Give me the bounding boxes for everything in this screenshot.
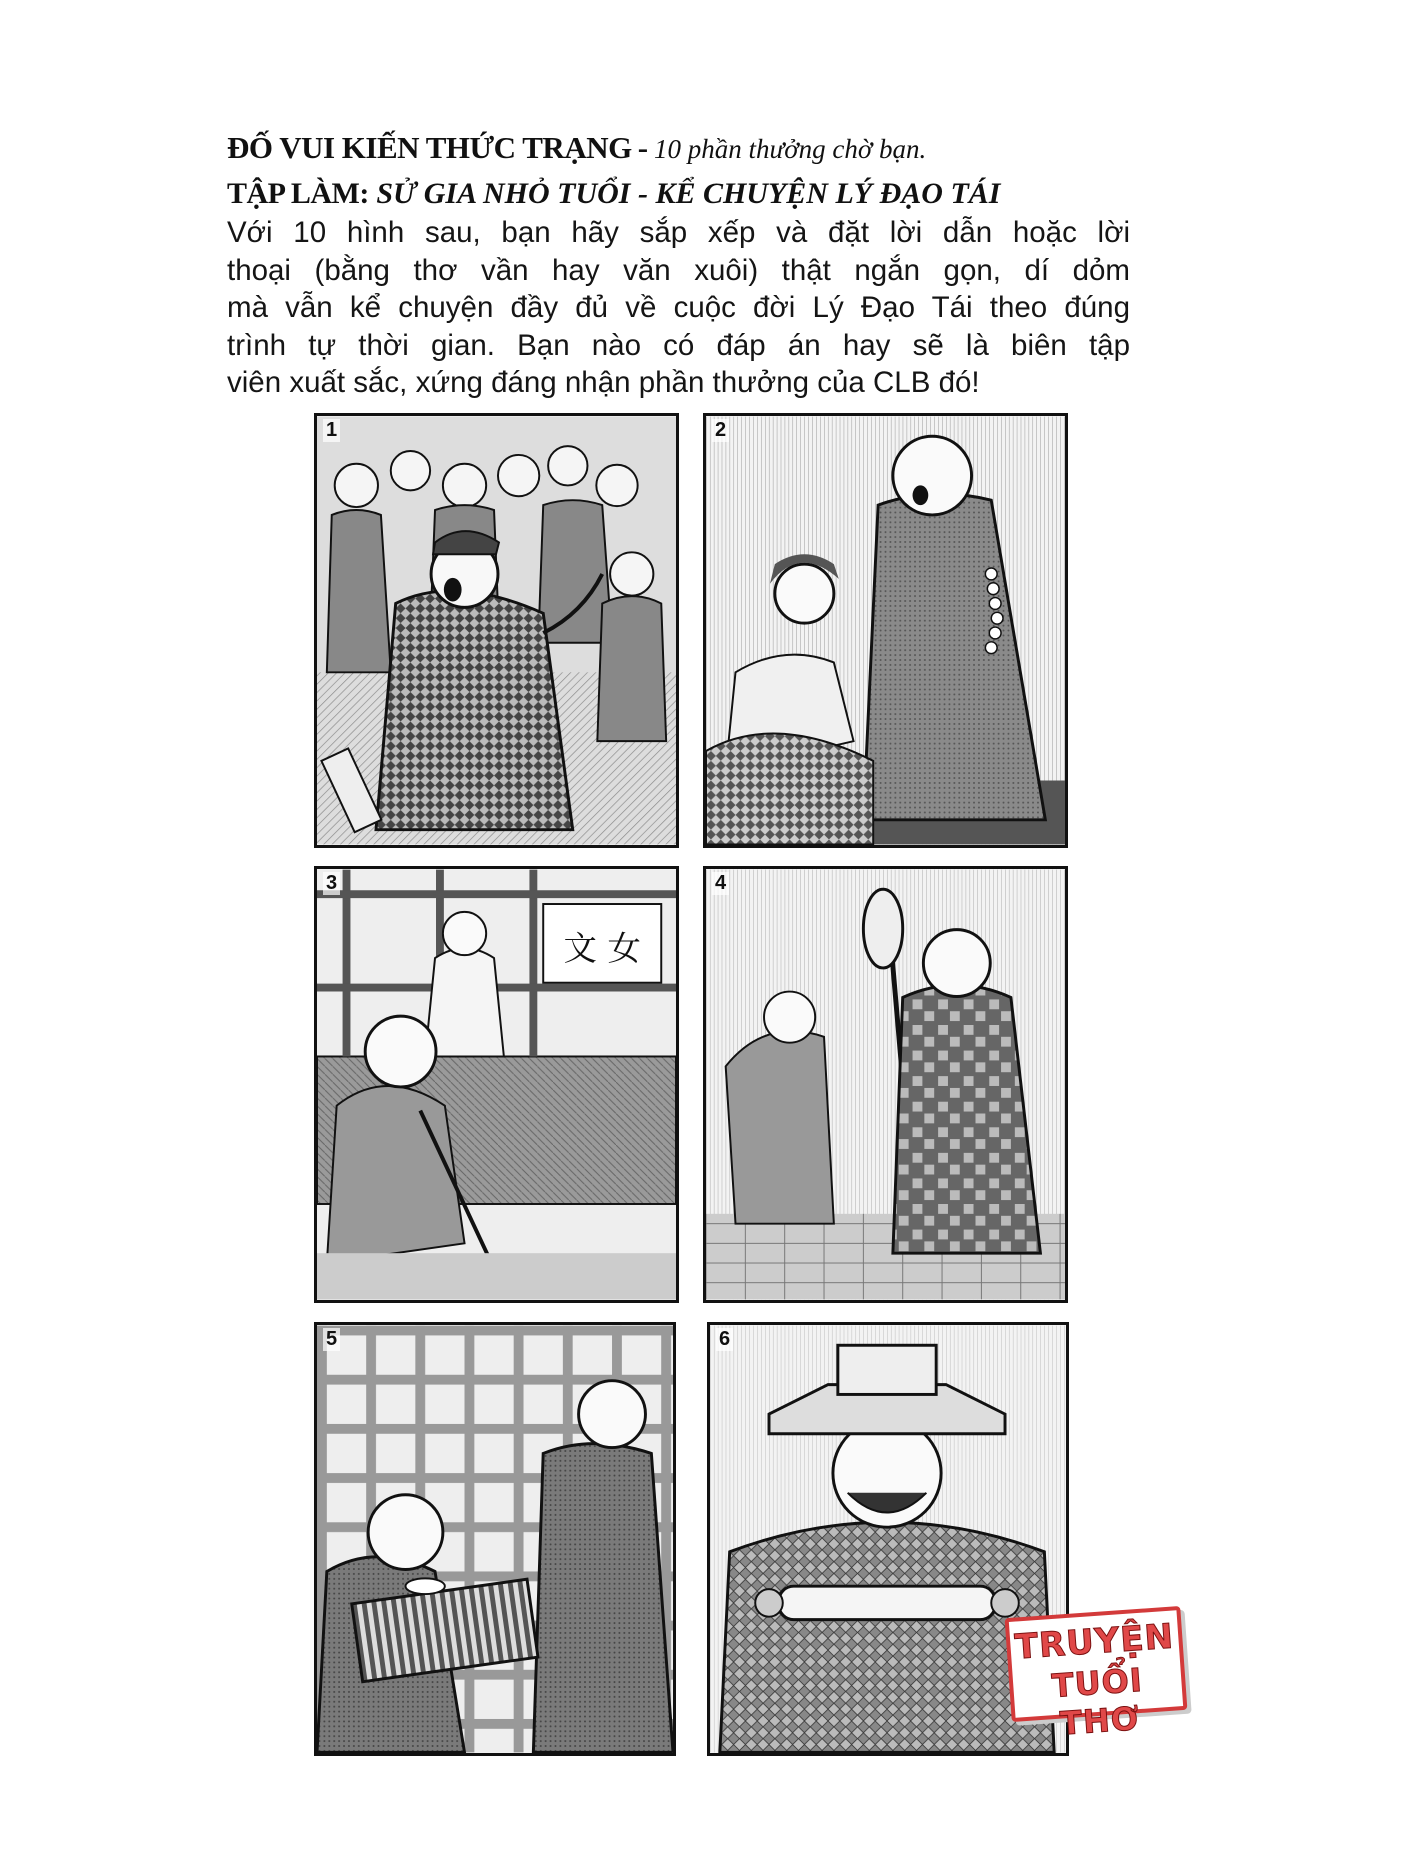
instruction-line: thoại (bằng thơ vần hay văn xuôi) thật ngắn gọn, dí dỏm xyxy=(227,253,1130,287)
title-main: ĐỐ VUI KIẾN THỨC TRẠNG xyxy=(227,130,632,165)
logo-line-2: TUỔI THƠ xyxy=(1050,1660,1144,1743)
instruction-line: trình tự thời gian. Bạn nào có đáp án hay sẽ là biên tập xyxy=(227,328,1130,362)
panel-number: 1 xyxy=(323,419,340,442)
panel-5-illustration xyxy=(317,1325,673,1753)
logo-line-1: TRUYỆN xyxy=(1013,1616,1176,1668)
panel-4-illustration xyxy=(706,869,1065,1300)
page-title xyxy=(227,130,926,166)
title-prize-note: 10 phần thưởng chờ bạn. xyxy=(654,134,927,164)
comic-panel-5 xyxy=(314,1322,676,1756)
title-dash: - xyxy=(637,130,649,165)
instruction-line: mà vẫn kể chuyện đầy đủ về cuộc đời Lý Đạo Tái theo đúng xyxy=(227,291,1130,324)
instruction-line: viên xuất sắc, xứng đáng nhận phần thưởng của CLB đó! xyxy=(227,366,980,399)
classroom-sign: 文 女 xyxy=(563,929,641,969)
subtitle-label: TẬP LÀM: xyxy=(227,177,369,210)
panel-number: 2 xyxy=(712,419,729,442)
comic-panel-2 xyxy=(703,413,1068,848)
page-subtitle xyxy=(227,177,1000,211)
truyen-tuoi-tho-logo xyxy=(1005,1606,1188,1743)
panel-number: 3 xyxy=(323,872,340,895)
panel-3-illustration xyxy=(317,869,676,1300)
subtitle-topic: SỬ GIA NHỎ TUỔI - KỂ CHUYỆN LÝ ĐẠO TÁI xyxy=(376,177,1001,210)
panel-number: 5 xyxy=(323,1328,340,1351)
instructions-paragraph xyxy=(227,214,1130,402)
comic-panel-4 xyxy=(703,866,1068,1303)
comic-panel-1 xyxy=(314,413,679,848)
panel-number: 6 xyxy=(716,1328,733,1351)
panel-2-illustration xyxy=(706,416,1065,845)
comic-panel-3 xyxy=(314,866,679,1303)
panel-1-illustration xyxy=(317,416,676,845)
panel-number: 4 xyxy=(712,872,729,895)
instruction-line: Với 10 hình sau, bạn hãy sắp xếp và đặt lời dẫn hoặc lời xyxy=(227,216,1130,249)
